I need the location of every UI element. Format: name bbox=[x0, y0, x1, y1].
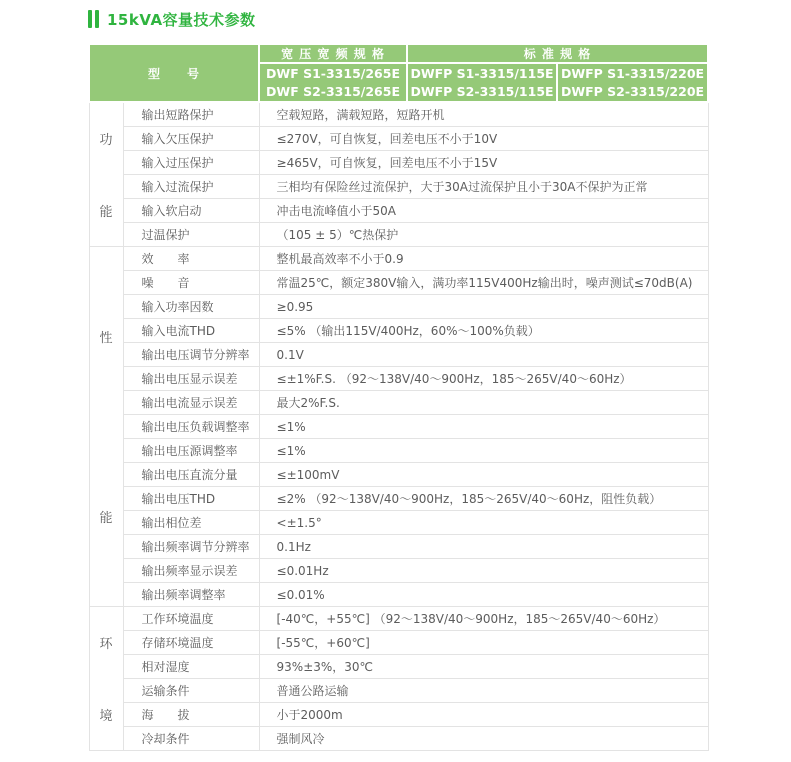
table-row bbox=[89, 631, 708, 655]
param-value: ≤±100mV bbox=[259, 463, 708, 487]
param-label: 输入电流THD bbox=[123, 319, 259, 343]
table-row bbox=[89, 391, 708, 415]
param-label: 输出频率调节分辨率 bbox=[123, 535, 259, 559]
category-char: 能 bbox=[99, 204, 113, 220]
table-row bbox=[89, 151, 708, 175]
param-label: 输入过压保护 bbox=[123, 151, 259, 175]
category-char: 境 bbox=[99, 708, 113, 724]
param-label: 噪 音 bbox=[123, 271, 259, 295]
param-value: 最大2%F.S. bbox=[259, 391, 708, 415]
param-value: 整机最高效率不小于0.9 bbox=[259, 247, 708, 271]
category-char: 性 bbox=[99, 331, 113, 347]
table-row bbox=[89, 343, 708, 367]
model-column-2 bbox=[407, 63, 557, 102]
param-label: 输出电压THD bbox=[123, 487, 259, 511]
param-label: 输出电压源调整率 bbox=[123, 439, 259, 463]
param-label: 输入软启动 bbox=[123, 199, 259, 223]
table-row bbox=[89, 559, 708, 583]
group-header-wide-voltage: 宽 压 宽 频 规 格 bbox=[259, 44, 407, 63]
table-row bbox=[89, 127, 708, 151]
param-label: 输出电压调节分辨率 bbox=[123, 343, 259, 367]
model-name: DWFP S2-3315/115E bbox=[410, 83, 554, 99]
param-value: 常温25℃，额定380V输入，满功率115V400Hz输出时，噪声测试≤70dB(A) bbox=[259, 271, 708, 295]
param-value: 三相均有保险丝过流保护，大于30A过流保护且小于30A不保护为正常 bbox=[259, 175, 708, 199]
table-row bbox=[89, 199, 708, 223]
param-value: ≤2% （92～138V/40～900Hz，185～265V/40～60Hz，阻性负载） bbox=[259, 487, 708, 511]
table-row bbox=[89, 487, 708, 511]
param-value: （105 ± 5）℃热保护 bbox=[259, 223, 708, 247]
param-value: [-55℃，+60℃] bbox=[259, 631, 708, 655]
param-value: ≥465V，可自恢复，回差电压不小于15V bbox=[259, 151, 708, 175]
param-label: 效 率 bbox=[123, 247, 259, 271]
param-label: 输出电压显示误差 bbox=[123, 367, 259, 391]
param-value: ≤270V，可自恢复，回差电压不小于10V bbox=[259, 127, 708, 151]
param-label: 输出频率调整率 bbox=[123, 583, 259, 607]
model-column-1 bbox=[259, 63, 407, 102]
spec-table bbox=[88, 43, 709, 751]
param-label: 输出相位差 bbox=[123, 511, 259, 535]
param-value: 0.1Hz bbox=[259, 535, 708, 559]
section-category-environment bbox=[89, 607, 123, 751]
param-value: ≤5% （输出115V/400Hz，60%～100%负载） bbox=[259, 319, 708, 343]
param-label: 输出电压负载调整率 bbox=[123, 415, 259, 439]
table-row bbox=[89, 415, 708, 439]
table-row bbox=[89, 319, 708, 343]
model-name: DWF S2-3315/265E bbox=[266, 83, 400, 99]
param-value: 普通公路运输 bbox=[259, 679, 708, 703]
param-value: 93%±3%，30℃ bbox=[259, 655, 708, 679]
param-label: 输出频率显示误差 bbox=[123, 559, 259, 583]
section-category-function bbox=[89, 102, 123, 247]
param-label: 工作环境温度 bbox=[123, 607, 259, 631]
param-value: 小于2000m bbox=[259, 703, 708, 727]
table-row bbox=[89, 535, 708, 559]
table-row bbox=[89, 679, 708, 703]
model-name: DWFP S1-3315/115E bbox=[410, 66, 554, 81]
category-char: 环 bbox=[99, 637, 113, 653]
param-value: ≥0.95 bbox=[259, 295, 708, 319]
param-value: 空载短路，满载短路，短路开机 bbox=[259, 102, 708, 127]
param-value: 冲击电流峰值小于50A bbox=[259, 199, 708, 223]
param-label: 冷却条件 bbox=[123, 727, 259, 751]
model-name: DWFP S2-3315/220E bbox=[560, 83, 705, 99]
param-value: ≤0.01Hz bbox=[259, 559, 708, 583]
table-row bbox=[89, 271, 708, 295]
table-row bbox=[89, 439, 708, 463]
param-value: [-40℃，+55℃] （92～138V/40～900Hz，185～265V/40～60Hz） bbox=[259, 607, 708, 631]
table-row bbox=[89, 175, 708, 199]
title-row bbox=[88, 8, 791, 30]
table-header-group-row bbox=[89, 44, 708, 63]
table-row bbox=[89, 655, 708, 679]
section-category-performance bbox=[89, 247, 123, 607]
table-row bbox=[89, 703, 708, 727]
param-value: ≤1% bbox=[259, 415, 708, 439]
table-row bbox=[89, 223, 708, 247]
group-header-standard: 标 准 规 格 bbox=[407, 44, 708, 63]
param-label: 输入功率因数 bbox=[123, 295, 259, 319]
param-label: 运输条件 bbox=[123, 679, 259, 703]
param-label: 海 拔 bbox=[123, 703, 259, 727]
table-row bbox=[89, 367, 708, 391]
param-label: 过温保护 bbox=[123, 223, 259, 247]
model-header-cell: 型 号 bbox=[89, 44, 259, 102]
param-label: 输入欠压保护 bbox=[123, 127, 259, 151]
table-row bbox=[89, 102, 708, 127]
param-label: 输入过流保护 bbox=[123, 175, 259, 199]
model-column-3 bbox=[557, 63, 708, 102]
param-label: 输出电流显示误差 bbox=[123, 391, 259, 415]
table-row bbox=[89, 727, 708, 751]
param-value: 强制风冷 bbox=[259, 727, 708, 751]
model-name: DWF S1-3315/265E bbox=[266, 66, 400, 81]
param-value: 0.1V bbox=[259, 343, 708, 367]
param-value: ≤1% bbox=[259, 439, 708, 463]
param-value: ≤0.01% bbox=[259, 583, 708, 607]
page-title: 15kVA容量技术参数 bbox=[107, 10, 256, 29]
table-row bbox=[89, 607, 708, 631]
param-label: 输出电压直流分量 bbox=[123, 463, 259, 487]
table-row bbox=[89, 511, 708, 535]
table-row bbox=[89, 295, 708, 319]
param-label: 输出短路保护 bbox=[123, 102, 259, 127]
category-char: 能 bbox=[99, 510, 113, 526]
param-value: ≤±1%F.S. （92～138V/40～900Hz，185～265V/40～60Hz） bbox=[259, 367, 708, 391]
param-value: <±1.5° bbox=[259, 511, 708, 535]
param-label: 存储环境温度 bbox=[123, 631, 259, 655]
title-accent-bars-icon bbox=[88, 10, 99, 28]
table-row bbox=[89, 247, 708, 271]
param-label: 相对湿度 bbox=[123, 655, 259, 679]
table-row bbox=[89, 463, 708, 487]
model-name: DWFP S1-3315/220E bbox=[560, 66, 705, 81]
category-char: 功 bbox=[99, 133, 113, 149]
table-row bbox=[89, 583, 708, 607]
